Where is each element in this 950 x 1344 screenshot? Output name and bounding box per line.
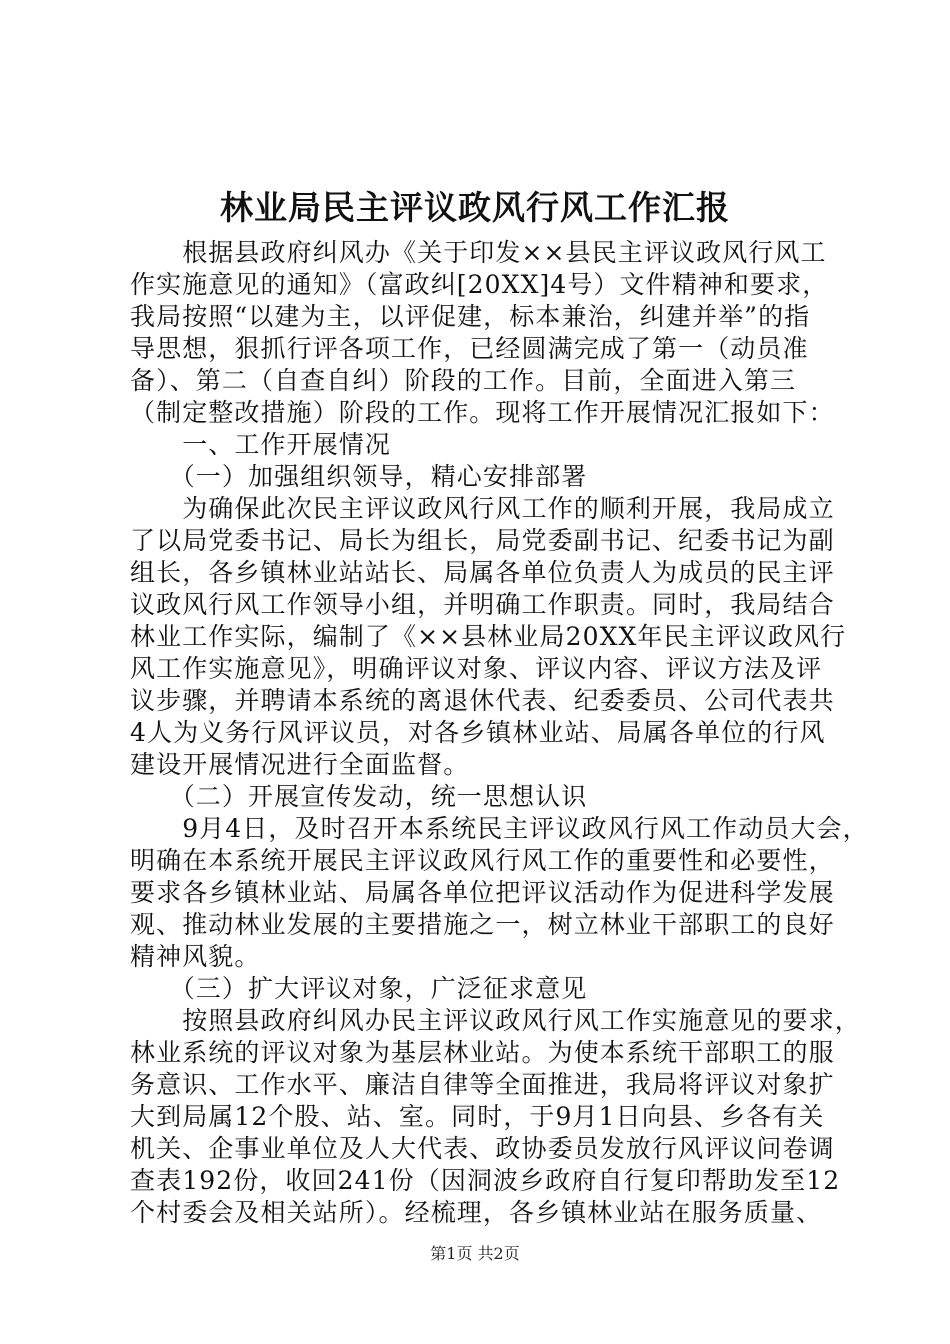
body-line: 按照县政府纠风办民主评议政风行风工作实施意见的要求，	[130, 1006, 861, 1035]
body-line: 备）、第二（自查自纠）阶段的工作。目前，全面进入第三	[130, 366, 797, 395]
body-line: 林业系统的评议对象为基层林业站。为使本系统干部职工的服	[130, 1038, 835, 1067]
body-line: 组长，各乡镇林业站站长、局属各单位负责人为成员的民主评	[130, 558, 835, 587]
body-line: 4人为义务行风评议员，对各乡镇林业站、局属各单位的行风	[130, 718, 826, 747]
body-line: 导思想，狠抓行评各项工作，已经圆满完成了第一（动员准	[130, 334, 809, 363]
page-footer: 第1页 共2页	[430, 1244, 520, 1263]
body-line: （制定整改措施）阶段的工作。现将工作开展情况汇报如下：	[130, 398, 835, 427]
body-line: 风工作实施意见》，明确评议对象、评议内容、评议方法及评	[130, 654, 823, 683]
body-line: 务意识、工作水平、廉洁自律等全面推进，我局将评议对象扩	[130, 1070, 835, 1099]
body-line: 精神风貌。	[130, 942, 261, 971]
body-line: 查表192份，收回241份（因洞波乡政府自行复印帮助发至12	[130, 1166, 841, 1195]
body-line: 个村委会及相关站所）。经梳理，各乡镇林业站在服务质量、	[130, 1198, 823, 1227]
body-line: 根据县政府纠风办《关于印发××县民主评议政风行风工	[130, 238, 827, 267]
body-line: 大到局属12个股、站、室。同时，于9月1日向县、乡各有关	[130, 1102, 825, 1131]
body-line: 一、工作开展情况	[130, 430, 392, 459]
body-line: 了以局党委书记、局长为组长，局党委副书记、纪委书记为副	[130, 526, 835, 555]
body-line: 建设开展情况进行全面监督。	[130, 750, 470, 779]
body-line: 议步骤，并聘请本系统的离退休代表、纪委委员、公司代表共	[130, 686, 835, 715]
body-line: 议政风行风工作领导小组，并明确工作职责。同时，我局结合	[130, 590, 835, 619]
body-line: 我局按照“以建为主，以评促建，标本兼治，纠建并举”的指	[130, 302, 811, 331]
body-line: 要求各乡镇林业站、局属各单位把评议活动作为促进科学发展	[130, 878, 835, 907]
body-line: 观、推动林业发展的主要措施之一，树立林业干部职工的良好	[130, 910, 835, 939]
document-body	[130, 237, 869, 1229]
body-line: （三）扩大评议对象，广泛征求意见	[130, 974, 588, 1003]
body-line: 机关、企事业单位及人大代表、政协委员发放行风评议问卷调	[130, 1134, 835, 1163]
body-line: 明确在本系统开展民主评议政风行风工作的重要性和必要性，	[130, 846, 835, 875]
body-line: （二）开展宣传发动，统一思想认识	[130, 782, 588, 811]
body-line: 林业工作实际，编制了《××县林业局20XX年民主评议政风行	[130, 622, 847, 651]
document-title: 林业局民主评议政风行风工作汇报	[220, 188, 730, 227]
body-line: 为确保此次民主评议政风行风工作的顺利开展，我局成立	[130, 494, 835, 523]
body-line: 作实施意见的通知》（富政纠[20XX]4号）文件精神和要求，	[130, 270, 829, 299]
body-line: （一）加强组织领导，精心安排部署	[130, 462, 588, 491]
body-line: 9月4日，及时召开本系统民主评议政风行风工作动员大会，	[130, 814, 869, 843]
